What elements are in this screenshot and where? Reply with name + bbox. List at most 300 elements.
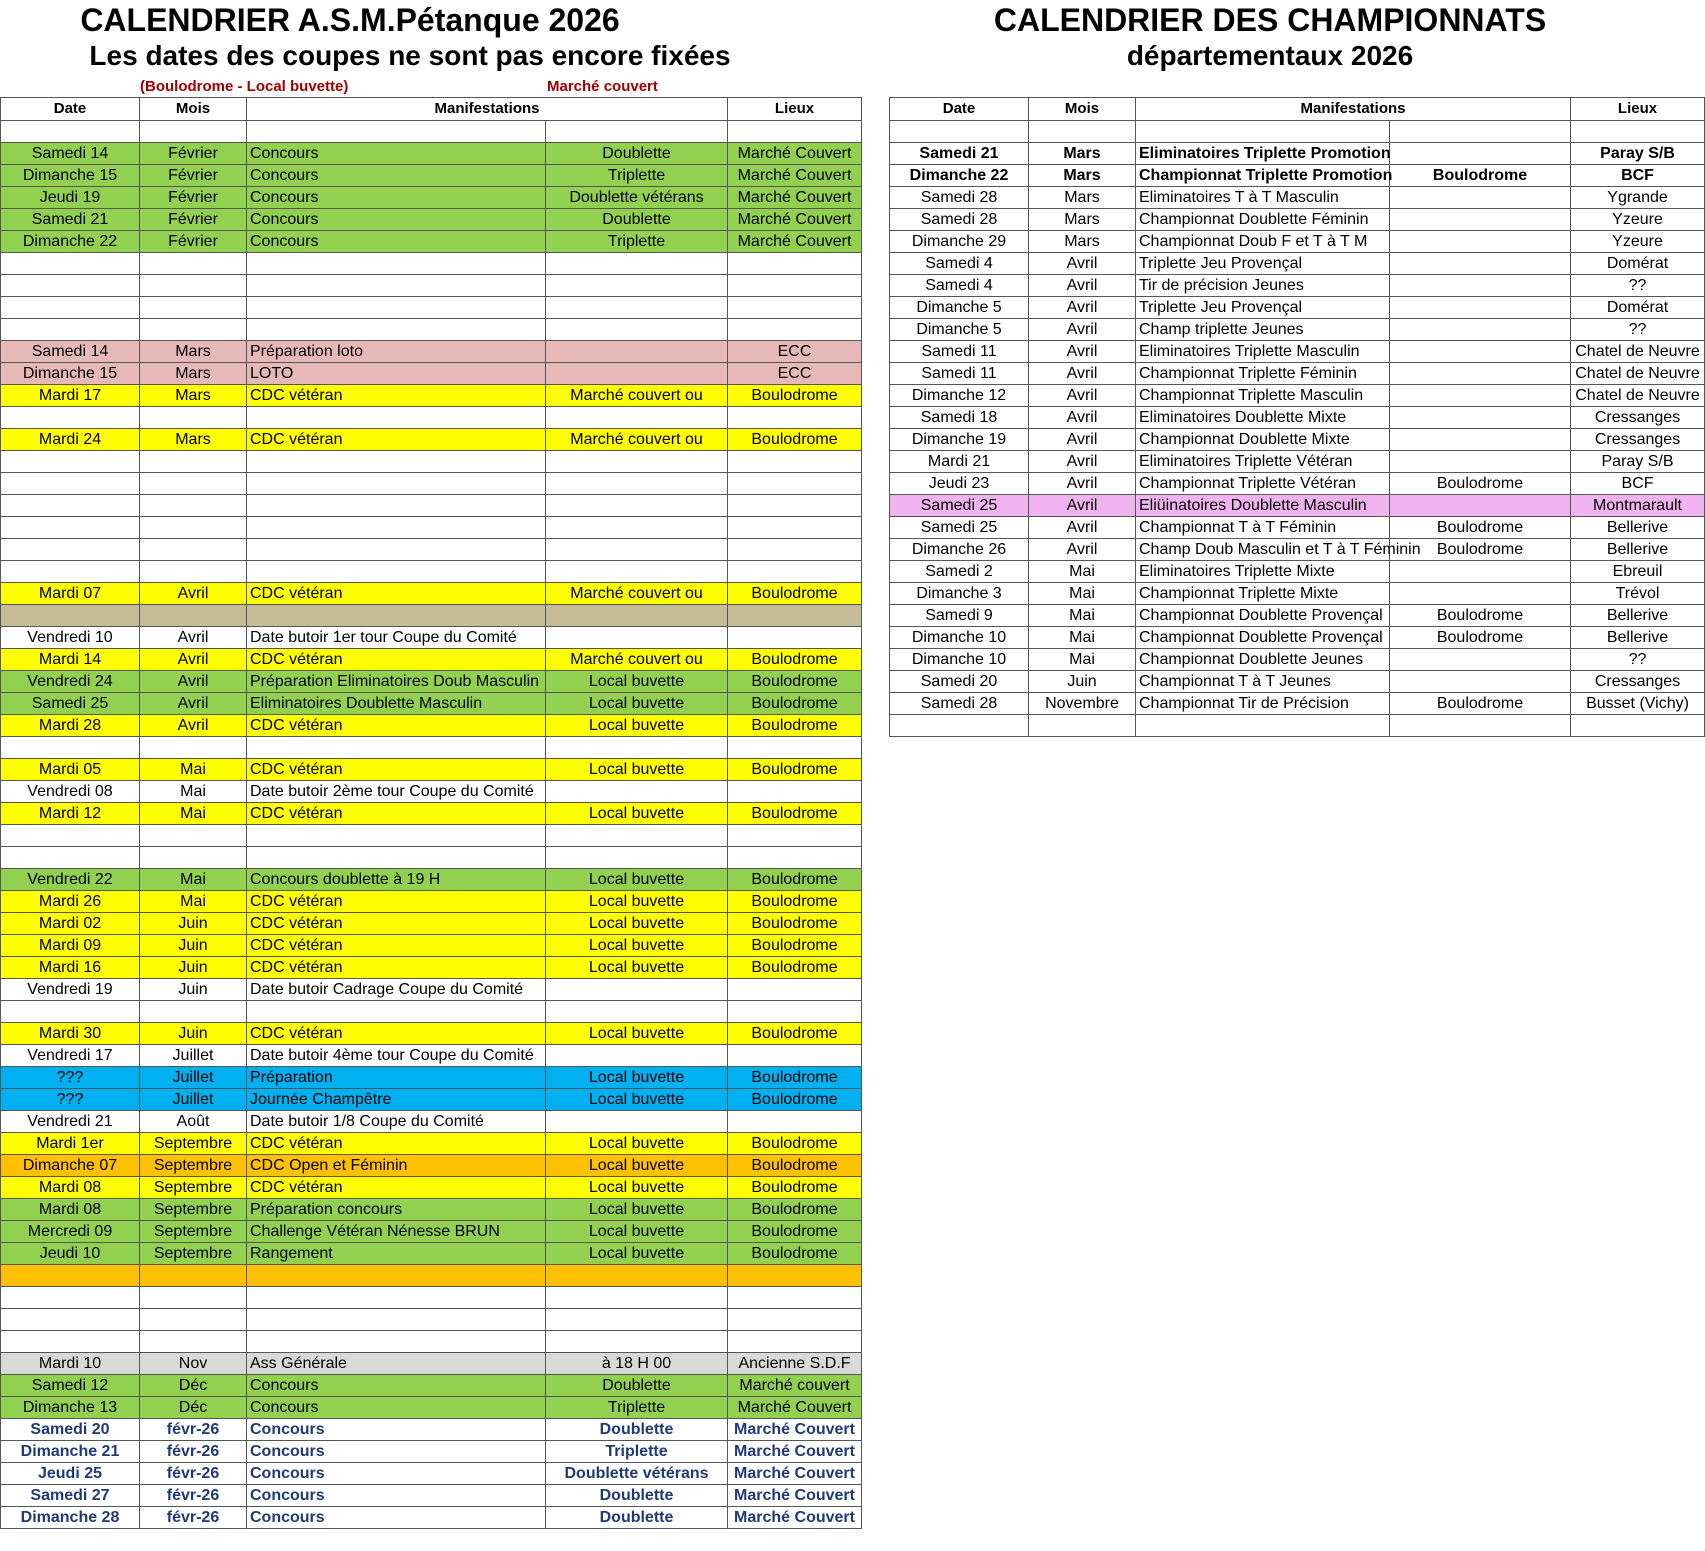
- cell-detail: Doublette: [546, 209, 728, 231]
- cell-date: Dimanche 22: [1, 231, 140, 253]
- cell-detail: Boulodrome: [1390, 627, 1571, 649]
- cell-event: Date butoir 1er tour Coupe du Comité: [247, 627, 546, 649]
- table-row: [1, 561, 862, 583]
- cell-detail: Boulodrome: [1390, 473, 1571, 495]
- cell-detail: Local buvette: [546, 1133, 728, 1155]
- cell-location: Domérat: [1571, 297, 1705, 319]
- cell-event: Concours: [247, 165, 546, 187]
- cell-event: Challenge Vétéran Nénesse BRUN: [247, 1221, 546, 1243]
- cell-date: [1, 847, 140, 869]
- cell-event: Championnat T à T Jeunes: [1136, 671, 1390, 693]
- cell-detail: [1390, 231, 1571, 253]
- cell-detail: Local buvette: [546, 935, 728, 957]
- table-row: [1, 231, 862, 253]
- cell-detail: [1390, 187, 1571, 209]
- cell-month: Février: [140, 165, 247, 187]
- table-row: [890, 187, 1705, 209]
- cell-month: Mars: [1029, 209, 1136, 231]
- cell-month: févr-26: [140, 1485, 247, 1507]
- cell-detail: [546, 121, 728, 143]
- cell-location: [728, 627, 862, 649]
- cell-event: [247, 495, 546, 517]
- cell-month: Février: [140, 187, 247, 209]
- table-row: [1, 715, 862, 737]
- cell-location: [728, 605, 862, 627]
- cell-location: Boulodrome: [728, 869, 862, 891]
- cell-date: Dimanche 3: [890, 583, 1029, 605]
- cell-event: CDC vétéran: [247, 957, 546, 979]
- table-row: [890, 495, 1705, 517]
- cell-event: Préparation Eliminatoires Doub Masculin: [247, 671, 546, 693]
- table-row: [1, 187, 862, 209]
- cell-detail: Local buvette: [546, 1155, 728, 1177]
- cell-event: Préparation concours: [247, 1199, 546, 1221]
- table-row: [1, 1507, 862, 1529]
- table-row: [1, 1089, 862, 1111]
- table-row: [890, 231, 1705, 253]
- cell-detail: [546, 473, 728, 495]
- table-row: [1, 517, 862, 539]
- table-row: [890, 693, 1705, 715]
- cell-detail: [1390, 275, 1571, 297]
- cell-date: Dimanche 15: [1, 165, 140, 187]
- header-events: Manifestations: [1136, 98, 1571, 121]
- club-calendar-header: [1, 98, 862, 121]
- cell-event: [247, 1287, 546, 1309]
- cell-date: [1, 1287, 140, 1309]
- table-row: [1, 583, 862, 605]
- cell-month: Mai: [1029, 583, 1136, 605]
- cell-event: [247, 473, 546, 495]
- cell-month: [140, 275, 247, 297]
- cell-event: Concours: [247, 1419, 546, 1441]
- cell-date: Vendredi 19: [1, 979, 140, 1001]
- cell-detail: Local buvette: [546, 759, 728, 781]
- table-row: [890, 649, 1705, 671]
- table-row: [1, 121, 862, 143]
- cell-location: [728, 1111, 862, 1133]
- cell-date: Samedi 20: [890, 671, 1029, 693]
- cell-location: Paray S/B: [1571, 143, 1705, 165]
- cell-location: [728, 495, 862, 517]
- cell-event: [247, 451, 546, 473]
- cell-location: Marché Couvert: [728, 1463, 862, 1485]
- header-events: Manifestations: [247, 98, 728, 121]
- cell-location: Montmarault: [1571, 495, 1705, 517]
- championship-calendar-header: [890, 98, 1705, 121]
- table-row: [1, 1067, 862, 1089]
- cell-month: Avril: [140, 583, 247, 605]
- cell-detail: Local buvette: [546, 693, 728, 715]
- cell-detail: Local buvette: [546, 869, 728, 891]
- cell-event: [1136, 121, 1390, 143]
- cell-month: Mars: [140, 341, 247, 363]
- cell-date: Dimanche 12: [890, 385, 1029, 407]
- cell-detail: [1390, 561, 1571, 583]
- cell-detail: [1390, 209, 1571, 231]
- cell-month: [140, 539, 247, 561]
- cell-date: Samedi 14: [1, 341, 140, 363]
- cell-location: Marché Couvert: [728, 165, 862, 187]
- cell-event: Eliminatoires Triplette Masculin: [1136, 341, 1390, 363]
- club-calendar-table: [0, 97, 862, 1529]
- table-row: [890, 539, 1705, 561]
- cell-month: [140, 407, 247, 429]
- cell-date: Dimanche 13: [1, 1397, 140, 1419]
- cell-event: [247, 737, 546, 759]
- cell-event: Préparation loto: [247, 341, 546, 363]
- table-row: [1, 1001, 862, 1023]
- cell-month: Juillet: [140, 1089, 247, 1111]
- cell-location: Boulodrome: [728, 1199, 862, 1221]
- cell-location: [728, 473, 862, 495]
- cell-event: Triplette Jeu Provençal: [1136, 253, 1390, 275]
- table-row: [1, 847, 862, 869]
- cell-event: Date butoir 4ème tour Coupe du Comité: [247, 1045, 546, 1067]
- cell-location: [728, 561, 862, 583]
- cell-detail: [1390, 319, 1571, 341]
- cell-detail: [546, 319, 728, 341]
- table-row: [1, 1221, 862, 1243]
- cell-location: Bellerive: [1571, 605, 1705, 627]
- cell-detail: Triplette: [546, 1441, 728, 1463]
- table-row: [1, 1353, 862, 1375]
- cell-location: [728, 1309, 862, 1331]
- cell-event: Eliminatoires T à T Masculin: [1136, 187, 1390, 209]
- cell-event: [247, 297, 546, 319]
- cell-event: Eliminatoires Doublette Mixte: [1136, 407, 1390, 429]
- table-row: [890, 715, 1705, 737]
- cell-location: [728, 737, 862, 759]
- cell-date: [1, 253, 140, 275]
- cell-event: Championnat T à T Féminin: [1136, 517, 1390, 539]
- table-row: [1, 209, 862, 231]
- header-date: Date: [890, 98, 1029, 121]
- cell-location: Chatel de Neuvre: [1571, 363, 1705, 385]
- cell-location: Boulodrome: [728, 1089, 862, 1111]
- table-row: [890, 583, 1705, 605]
- table-row: [1, 165, 862, 187]
- cell-location: Boulodrome: [728, 803, 862, 825]
- cell-month: Avril: [1029, 297, 1136, 319]
- header-month: Mois: [1029, 98, 1136, 121]
- cell-detail: Triplette: [546, 165, 728, 187]
- cell-month: Avril: [1029, 385, 1136, 407]
- right-title: CALENDRIER DES CHAMPIONNATS: [993, 2, 1547, 38]
- cell-detail: [546, 847, 728, 869]
- cell-event: [247, 847, 546, 869]
- table-row: [890, 253, 1705, 275]
- table-row: [1, 1133, 862, 1155]
- table-row: [1, 1287, 862, 1309]
- table-row: [1, 605, 862, 627]
- cell-event: [247, 539, 546, 561]
- cell-detail: [546, 1001, 728, 1023]
- cell-date: Samedi 4: [890, 275, 1029, 297]
- cell-event: [247, 1265, 546, 1287]
- cell-date: Vendredi 24: [1, 671, 140, 693]
- cell-event: Concours: [247, 1397, 546, 1419]
- cell-date: [1, 1265, 140, 1287]
- cell-month: Mars: [140, 429, 247, 451]
- right-subtitle: départementaux 2026: [1126, 40, 1414, 71]
- cell-location: Marché Couvert: [728, 209, 862, 231]
- cell-location: Boulodrome: [728, 935, 862, 957]
- cell-event: [247, 561, 546, 583]
- cell-location: [1571, 121, 1705, 143]
- cell-month: [140, 1309, 247, 1331]
- cell-month: Déc: [140, 1397, 247, 1419]
- cell-month: Septembre: [140, 1177, 247, 1199]
- cell-month: [140, 605, 247, 627]
- cell-date: Dimanche 19: [890, 429, 1029, 451]
- cell-month: [140, 253, 247, 275]
- cell-location: [728, 1265, 862, 1287]
- table-row: [890, 627, 1705, 649]
- cell-month: Déc: [140, 1375, 247, 1397]
- cell-detail: [1390, 121, 1571, 143]
- cell-month: Septembre: [140, 1199, 247, 1221]
- cell-location: Trévol: [1571, 583, 1705, 605]
- cell-detail: [1390, 583, 1571, 605]
- header-month: Mois: [140, 98, 247, 121]
- cell-event: Concours: [247, 209, 546, 231]
- cell-event: Concours: [247, 1375, 546, 1397]
- table-row: [1, 913, 862, 935]
- cell-location: Paray S/B: [1571, 451, 1705, 473]
- cell-date: Jeudi 10: [1, 1243, 140, 1265]
- cell-detail: Local buvette: [546, 1089, 728, 1111]
- cell-detail: [1390, 297, 1571, 319]
- cell-location: Marché Couvert: [728, 1485, 862, 1507]
- cell-detail: [546, 539, 728, 561]
- cell-location: [728, 847, 862, 869]
- cell-month: Juin: [140, 913, 247, 935]
- cell-event: CDC Open et Féminin: [247, 1155, 546, 1177]
- cell-detail: à 18 H 00: [546, 1353, 728, 1375]
- cell-date: Dimanche 26: [890, 539, 1029, 561]
- table-row: [1, 693, 862, 715]
- cell-location: Domérat: [1571, 253, 1705, 275]
- cell-location: Boulodrome: [728, 429, 862, 451]
- cell-date: Dimanche 22: [890, 165, 1029, 187]
- header-date: Date: [1, 98, 140, 121]
- cell-event: Triplette Jeu Provençal: [1136, 297, 1390, 319]
- cell-month: Avril: [140, 649, 247, 671]
- table-row: [1, 385, 862, 407]
- cell-date: Mardi 07: [1, 583, 140, 605]
- cell-detail: [546, 297, 728, 319]
- header-location: Lieux: [728, 98, 862, 121]
- cell-detail: Doublette: [546, 1375, 728, 1397]
- cell-month: [140, 825, 247, 847]
- cell-location: Ygrande: [1571, 187, 1705, 209]
- cell-location: Ancienne S.D.F: [728, 1353, 862, 1375]
- table-row: [890, 209, 1705, 231]
- cell-date: Mardi 14: [1, 649, 140, 671]
- cell-event: CDC vétéran: [247, 1177, 546, 1199]
- cell-month: Avril: [1029, 319, 1136, 341]
- cell-location: Boulodrome: [728, 385, 862, 407]
- cell-location: [728, 275, 862, 297]
- cell-month: Mai: [1029, 605, 1136, 627]
- cell-location: Yzeure: [1571, 209, 1705, 231]
- table-row: [890, 341, 1705, 363]
- cell-detail: [1390, 495, 1571, 517]
- table-row: [1, 539, 862, 561]
- cell-month: Avril: [140, 627, 247, 649]
- cell-month: Mai: [1029, 627, 1136, 649]
- cell-detail: [1390, 429, 1571, 451]
- location-note-left: (Boulodrome - Local buvette): [140, 78, 349, 95]
- cell-date: ???: [1, 1067, 140, 1089]
- cell-event: Championnat Triplette Vétéran: [1136, 473, 1390, 495]
- table-row: [1, 979, 862, 1001]
- cell-event: CDC vétéran: [247, 715, 546, 737]
- cell-event: Concours: [247, 1441, 546, 1463]
- cell-event: Championnat Tir de Précision: [1136, 693, 1390, 715]
- cell-detail: Local buvette: [546, 891, 728, 913]
- cell-month: Mai: [140, 803, 247, 825]
- table-row: [890, 517, 1705, 539]
- cell-date: Dimanche 10: [890, 649, 1029, 671]
- cell-event: Eliminatoires Triplette Vétéran: [1136, 451, 1390, 473]
- cell-detail: Local buvette: [546, 1221, 728, 1243]
- cell-date: Samedi 28: [890, 209, 1029, 231]
- table-row: [1, 495, 862, 517]
- cell-detail: [1390, 649, 1571, 671]
- cell-detail: [1390, 341, 1571, 363]
- cell-event: CDC vétéran: [247, 935, 546, 957]
- cell-month: Mai: [140, 869, 247, 891]
- table-row: [1, 671, 862, 693]
- cell-month: Avril: [1029, 495, 1136, 517]
- cell-date: Samedi 14: [1, 143, 140, 165]
- cell-event: Eliminatoires Doublette Masculin: [247, 693, 546, 715]
- cell-date: [1, 495, 140, 517]
- table-row: [1, 1199, 862, 1221]
- cell-detail: Local buvette: [546, 1023, 728, 1045]
- cell-date: Vendredi 17: [1, 1045, 140, 1067]
- cell-location: Boulodrome: [728, 583, 862, 605]
- cell-month: Avril: [140, 671, 247, 693]
- table-row: [1, 1243, 862, 1265]
- cell-date: Samedi 11: [890, 363, 1029, 385]
- cell-date: [1, 561, 140, 583]
- cell-detail: [546, 781, 728, 803]
- table-row: [1, 781, 862, 803]
- cell-location: Chatel de Neuvre: [1571, 341, 1705, 363]
- cell-month: Février: [140, 231, 247, 253]
- table-row: [890, 671, 1705, 693]
- table-row: [1, 737, 862, 759]
- cell-month: févr-26: [140, 1441, 247, 1463]
- cell-event: Eliminatoires Triplette Mixte: [1136, 561, 1390, 583]
- cell-event: Date butoir Cadrage Coupe du Comité: [247, 979, 546, 1001]
- cell-month: Juillet: [140, 1045, 247, 1067]
- cell-month: Mars: [140, 385, 247, 407]
- cell-date: Mardi 28: [1, 715, 140, 737]
- cell-date: Samedi 9: [890, 605, 1029, 627]
- cell-detail: [546, 275, 728, 297]
- cell-date: [1, 825, 140, 847]
- cell-detail: [1390, 143, 1571, 165]
- cell-detail: [1390, 451, 1571, 473]
- table-row: [1, 429, 862, 451]
- cell-location: Cressanges: [1571, 429, 1705, 451]
- cell-event: Date butoir 1/8 Coupe du Comité: [247, 1111, 546, 1133]
- cell-event: CDC vétéran: [247, 891, 546, 913]
- cell-month: Nov: [140, 1353, 247, 1375]
- cell-date: Dimanche 15: [1, 363, 140, 385]
- cell-event: LOTO: [247, 363, 546, 385]
- cell-month: Juillet: [140, 1067, 247, 1089]
- cell-event: Concours: [247, 1485, 546, 1507]
- cell-event: Ass Générale: [247, 1353, 546, 1375]
- cell-detail: Boulodrome: [1390, 165, 1571, 187]
- cell-month: Avril: [1029, 429, 1136, 451]
- cell-detail: Doublette vétérans: [546, 187, 728, 209]
- cell-month: Juin: [140, 957, 247, 979]
- cell-date: Mardi 16: [1, 957, 140, 979]
- cell-location: ECC: [728, 341, 862, 363]
- cell-location: Bellerive: [1571, 517, 1705, 539]
- cell-date: Mardi 08: [1, 1199, 140, 1221]
- cell-detail: Boulodrome: [1390, 605, 1571, 627]
- cell-event: [247, 1331, 546, 1353]
- table-row: [1, 825, 862, 847]
- cell-date: Vendredi 10: [1, 627, 140, 649]
- cell-month: [140, 121, 247, 143]
- cell-event: Date butoir 2ème tour Coupe du Comité: [247, 781, 546, 803]
- cell-month: [140, 297, 247, 319]
- cell-location: ??: [1571, 649, 1705, 671]
- cell-event: [247, 253, 546, 275]
- cell-date: Mardi 24: [1, 429, 140, 451]
- cell-event: Championnat Doublette Provençal: [1136, 627, 1390, 649]
- cell-month: Septembre: [140, 1133, 247, 1155]
- location-note-right: Marché couvert: [547, 78, 658, 95]
- cell-location: Yzeure: [1571, 231, 1705, 253]
- cell-month: Septembre: [140, 1221, 247, 1243]
- cell-month: [140, 473, 247, 495]
- cell-event: Concours: [247, 187, 546, 209]
- cell-detail: Local buvette: [546, 715, 728, 737]
- cell-detail: [546, 517, 728, 539]
- cell-event: Concours: [247, 1463, 546, 1485]
- cell-month: Avril: [140, 715, 247, 737]
- cell-detail: [546, 605, 728, 627]
- cell-month: Juin: [140, 935, 247, 957]
- cell-detail: Doublette vétérans: [546, 1463, 728, 1485]
- cell-location: Boulodrome: [728, 671, 862, 693]
- cell-date: Samedi 25: [1, 693, 140, 715]
- cell-location: Boulodrome: [728, 913, 862, 935]
- cell-location: BCF: [1571, 165, 1705, 187]
- cell-date: [890, 715, 1029, 737]
- cell-date: [1, 121, 140, 143]
- cell-location: [728, 825, 862, 847]
- cell-detail: [546, 979, 728, 1001]
- cell-month: [140, 1287, 247, 1309]
- table-row: [1, 451, 862, 473]
- cell-month: Mars: [1029, 165, 1136, 187]
- cell-detail: [546, 1265, 728, 1287]
- cell-month: Avril: [1029, 517, 1136, 539]
- cell-month: Août: [140, 1111, 247, 1133]
- cell-detail: Local buvette: [546, 1243, 728, 1265]
- cell-date: Mardi 12: [1, 803, 140, 825]
